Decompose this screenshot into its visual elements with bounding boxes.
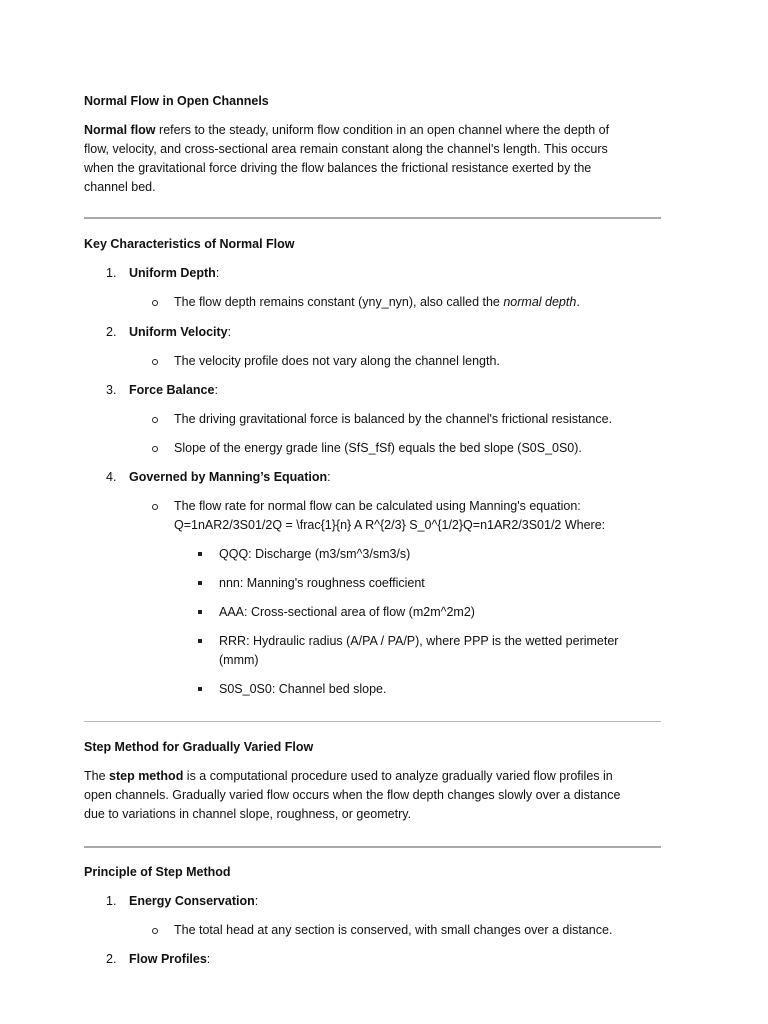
normal-flow-intro [84,121,664,197]
intro-line [84,767,664,786]
sub-item-force-1: The driving gravitational force is balanced by the channel's frictional resistance. [174,410,654,429]
list-suffix: : [215,266,220,280]
intro-line: flow, velocity, and cross-sectional area remain constant along the channel's length. This occurs [84,142,608,156]
list-number: 2. [106,952,117,966]
list-item-uniform-depth [106,264,219,283]
term-discharge: QQQ: Discharge (m3/sm^3/sm3/s) [219,545,659,564]
list-number: 1. [106,894,117,908]
term-area: AAA: Cross-sectional area of flow (m2m^2m2) [219,603,659,622]
sub-item-manning [174,497,654,535]
section-divider [84,217,661,219]
sub-text-end: . [576,295,580,309]
list-item-flow-profiles [106,950,210,969]
list-label: Governed by Manning’s Equation [129,470,328,484]
intro-line: channel bed. [84,180,156,194]
step-method-intro [84,767,664,824]
sub-text: The flow depth remains constant (yny_nyn), also called the [174,295,504,309]
list-label: Uniform Depth [129,266,216,280]
intro-bold-term: step method [109,769,184,783]
section-divider [84,846,661,848]
sub-item-velocity: The velocity profile does not vary along the channel length. [174,352,654,371]
sub-item-force-2: Slope of the energy grade line (SfS_fSf) equals the bed slope (S0S_0S0). [174,439,654,458]
section-title-step-method: Step Method for Gradually Varied Flow [84,740,314,754]
section-title-key-characteristics: Key Characteristics of Normal Flow [84,237,295,251]
intro-text: is a computational procedure used to analyze gradually varied flow profiles in [183,769,613,783]
list-suffix: : [206,952,211,966]
term-line: (mmm) [219,653,259,667]
list-item-manning [106,468,331,487]
term-line: RRR: Hydraulic radius (A/PA / PA/P), where PPP is the wetted perimeter [219,634,619,648]
intro-text: refers to the steady, uniform flow condition in an open channel where the depth of [159,123,610,137]
list-label: Flow Profiles [129,952,207,966]
list-item-energy-conservation [106,892,258,911]
section-divider [84,721,661,722]
list-label: Energy Conservation [129,894,255,908]
manning-formula-line: Q=1nAR2/3S01/2Q = \frac{1}{n} A R^{2/3} S_0^{1/2}Q=n1AR2/3S01/2 Where: [174,518,606,532]
intro-line: when the gravitational force driving the flow balances the frictional resistance exerted by the [84,161,592,175]
intro-line [84,121,664,140]
sub-item-energy: The total head at any section is conserved, with small changes over a distance. [174,921,654,940]
term-bed-slope: S0S_0S0: Channel bed slope. [219,680,659,699]
list-suffix: : [254,894,259,908]
list-label: Uniform Velocity [129,325,228,339]
italic-term: normal depth [503,295,577,309]
list-suffix: : [214,383,218,397]
list-item-uniform-velocity [106,323,231,342]
term-roughness: nnn: Manning's roughness coefficient [219,574,659,593]
section-title-principle: Principle of Step Method [84,865,231,879]
section-title-normal-flow: Normal Flow in Open Channels [84,94,269,108]
list-item-force-balance [106,381,218,400]
list-number: 1. [106,266,117,280]
term-hydraulic-radius [219,632,659,670]
list-number: 3. [106,383,117,397]
list-number: 4. [106,470,117,484]
intro-line: open channels. Gradually varied flow occurs when the flow depth changes slowly over a distance [84,788,621,802]
manning-line: The flow rate for normal flow can be calculated using Manning's equation: [174,499,581,513]
sub-item-depth [174,293,654,312]
list-suffix: : [227,325,232,339]
list-suffix: : [327,470,331,484]
intro-line: due to variations in channel slope, roughness, or geometry. [84,807,412,821]
intro-text: The [84,769,110,783]
intro-bold-term: Normal flow [84,123,156,137]
list-number: 2. [106,325,117,339]
list-label: Force Balance [129,383,215,397]
